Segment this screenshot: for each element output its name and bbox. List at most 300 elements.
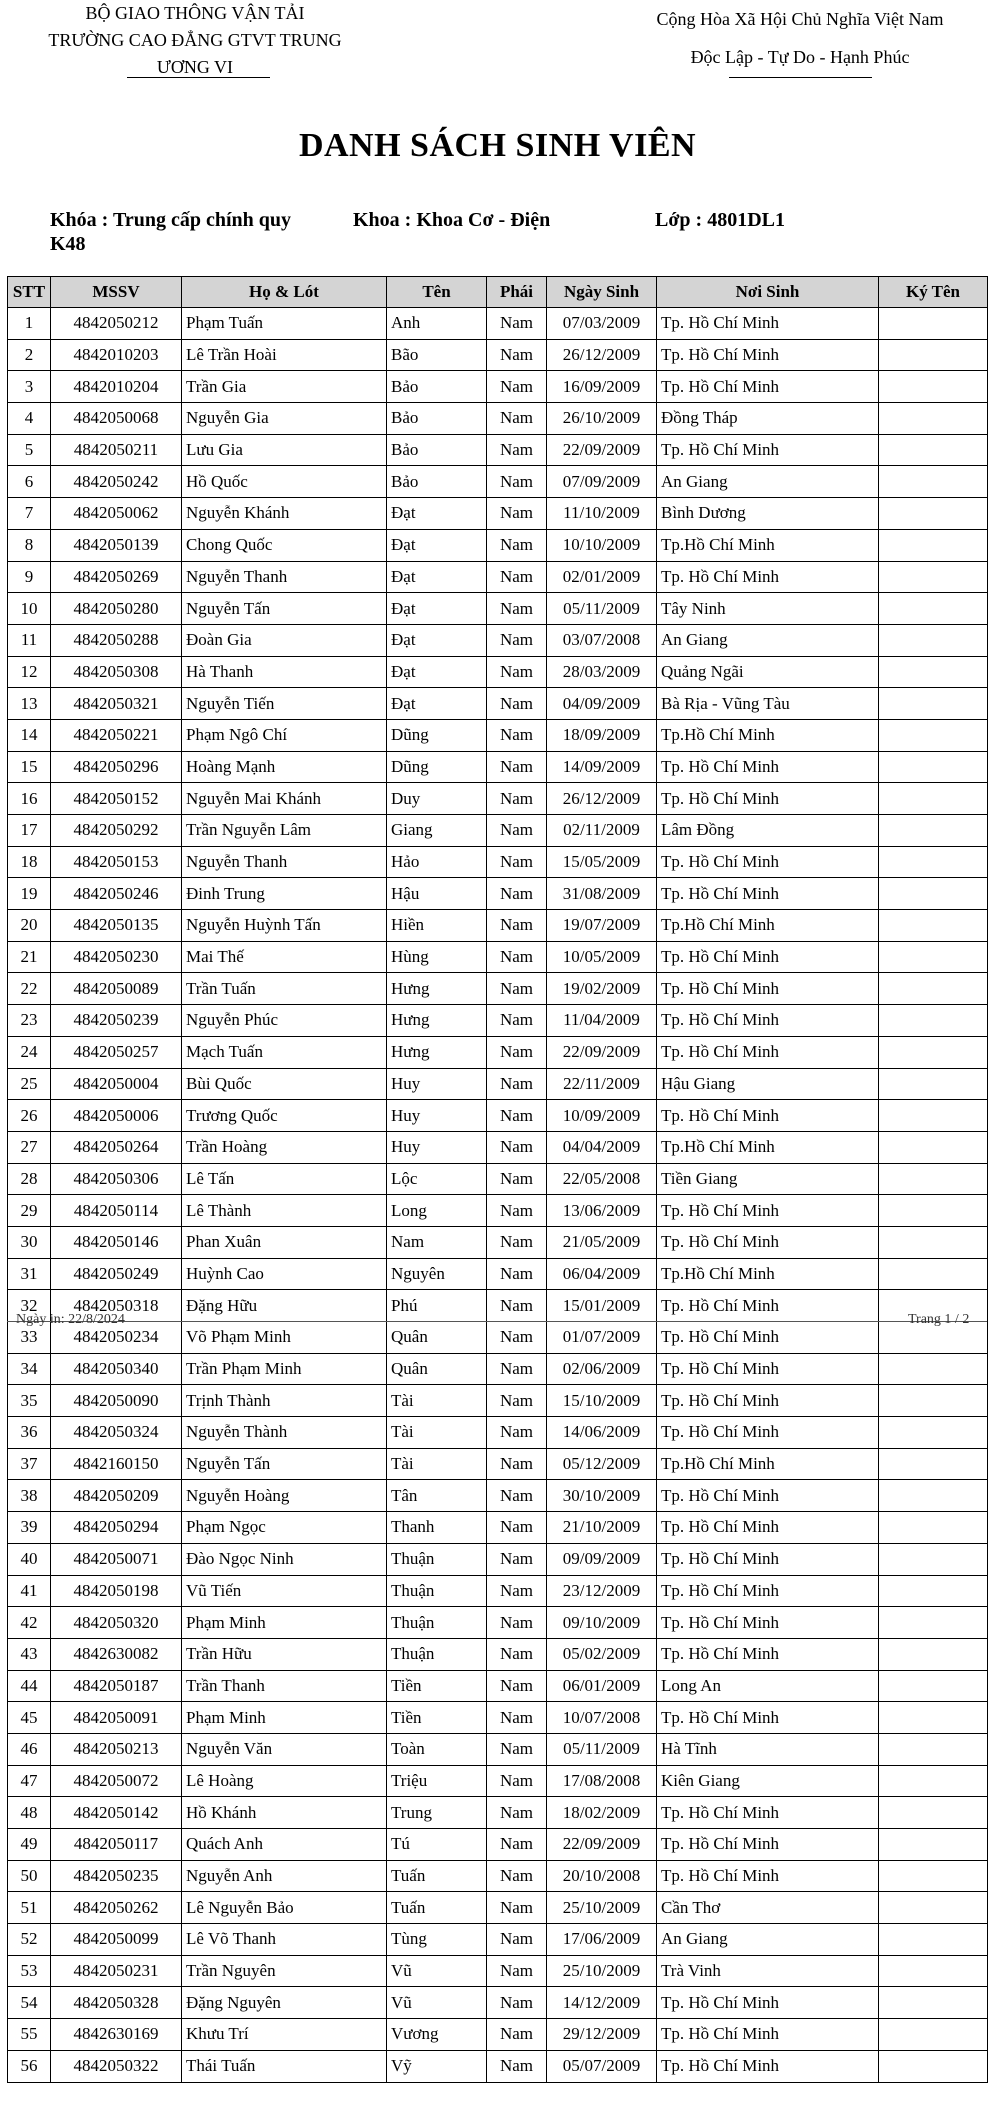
cell-ky-ten[interactable] — [879, 1543, 988, 1575]
cell-ho-lot: Trần Nguyên — [182, 1955, 387, 1987]
table-row — [8, 529, 988, 561]
cell-phai: Nam — [487, 1290, 547, 1322]
cell-ten: Đạt — [387, 593, 487, 625]
cell-ngay-sinh: 10/10/2009 — [547, 529, 657, 561]
cell-ngay-sinh: 18/09/2009 — [547, 719, 657, 751]
cell-noi-sinh: Long An — [657, 1670, 879, 1702]
cell-ngay-sinh: 11/10/2009 — [547, 498, 657, 530]
cell-ky-ten[interactable] — [879, 1797, 988, 1829]
cell-mssv: 4842050221 — [51, 719, 182, 751]
cell-ky-ten[interactable] — [879, 846, 988, 878]
table-row — [8, 1385, 988, 1417]
cell-noi-sinh: Tp. Hồ Chí Minh — [657, 2019, 879, 2051]
cell-mssv: 4842630169 — [51, 2019, 182, 2051]
table-row — [8, 1924, 988, 1956]
cell-ky-ten[interactable] — [879, 719, 988, 751]
cell-ten: Long — [387, 1195, 487, 1227]
table-row — [8, 2019, 988, 2051]
table-row — [8, 1512, 988, 1544]
cell-phai: Nam — [487, 1987, 547, 2019]
cell-stt: 4 — [8, 403, 51, 435]
cell-ho-lot: Nguyễn Thanh — [182, 846, 387, 878]
cell-mssv: 4842050231 — [51, 1955, 182, 1987]
cell-noi-sinh: Tp. Hồ Chí Minh — [657, 1036, 879, 1068]
cell-phai: Nam — [487, 1924, 547, 1956]
cell-ngay-sinh: 05/07/2009 — [547, 2050, 657, 2082]
cell-phai: Nam — [487, 2019, 547, 2051]
table-row — [8, 434, 988, 466]
cell-ngay-sinh: 19/07/2009 — [547, 910, 657, 942]
table-row — [8, 1005, 988, 1037]
cell-ten: Tài — [387, 1448, 487, 1480]
cell-ho-lot: Đoàn Gia — [182, 624, 387, 656]
cell-stt: 37 — [8, 1448, 51, 1480]
cell-stt: 12 — [8, 656, 51, 688]
cell-ten: Bão — [387, 339, 487, 371]
cell-mssv: 4842050062 — [51, 498, 182, 530]
cell-phai: Nam — [487, 308, 547, 340]
cell-ten: Đạt — [387, 688, 487, 720]
table-row — [8, 1100, 988, 1132]
cell-mssv: 4842050264 — [51, 1131, 182, 1163]
cell-ho-lot: Vũ Tiến — [182, 1575, 387, 1607]
column-header-stt: STT — [8, 277, 51, 308]
cell-ngay-sinh: 02/06/2009 — [547, 1353, 657, 1385]
cell-stt: 56 — [8, 2050, 51, 2082]
cell-ky-ten[interactable] — [879, 403, 988, 435]
table-row — [8, 498, 988, 530]
header-right-underline — [729, 77, 872, 78]
cell-phai: Nam — [487, 403, 547, 435]
cell-noi-sinh: Tp. Hồ Chí Minh — [657, 1607, 879, 1639]
cell-phai: Nam — [487, 593, 547, 625]
cell-ten: Duy — [387, 783, 487, 815]
cell-mssv: 4842050198 — [51, 1575, 182, 1607]
table-row — [8, 1765, 988, 1797]
cell-ten: Đạt — [387, 561, 487, 593]
cell-ngay-sinh: 31/08/2009 — [547, 878, 657, 910]
table-row — [8, 1670, 988, 1702]
cell-stt: 42 — [8, 1607, 51, 1639]
cell-ten: Dũng — [387, 719, 487, 751]
cell-ky-ten[interactable] — [879, 624, 988, 656]
cell-ho-lot: Mai Thế — [182, 941, 387, 973]
cell-stt: 9 — [8, 561, 51, 593]
table-row — [8, 1543, 988, 1575]
table-row — [8, 783, 988, 815]
cell-ngay-sinh: 07/03/2009 — [547, 308, 657, 340]
cell-noi-sinh: Tp. Hồ Chí Minh — [657, 846, 879, 878]
cell-stt: 36 — [8, 1417, 51, 1449]
cell-stt: 44 — [8, 1670, 51, 1702]
cell-ten: Bảo — [387, 371, 487, 403]
table-row — [8, 1955, 988, 1987]
cell-stt: 20 — [8, 910, 51, 942]
cell-noi-sinh: Trà Vinh — [657, 1955, 879, 1987]
cell-mssv: 4842050142 — [51, 1797, 182, 1829]
cell-mssv: 4842050340 — [51, 1353, 182, 1385]
cell-phai: Nam — [487, 1480, 547, 1512]
cell-ngay-sinh: 20/10/2008 — [547, 1860, 657, 1892]
cell-ngay-sinh: 09/09/2009 — [547, 1543, 657, 1575]
cell-noi-sinh: Tây Ninh — [657, 593, 879, 625]
cell-ky-ten[interactable] — [879, 1638, 988, 1670]
cell-noi-sinh: Hà Tĩnh — [657, 1733, 879, 1765]
cell-noi-sinh: Tp. Hồ Chí Minh — [657, 434, 879, 466]
cell-ten: Tiền — [387, 1670, 487, 1702]
cell-ngay-sinh: 26/10/2009 — [547, 403, 657, 435]
cell-ho-lot: Bùi Quốc — [182, 1068, 387, 1100]
cell-stt: 41 — [8, 1575, 51, 1607]
cell-ky-ten[interactable] — [879, 1068, 988, 1100]
table-row — [8, 1987, 988, 2019]
cell-phai: Nam — [487, 1385, 547, 1417]
cell-ngay-sinh: 05/02/2009 — [547, 1638, 657, 1670]
cell-ky-ten[interactable] — [879, 1258, 988, 1290]
cell-ngay-sinh: 01/07/2009 — [547, 1322, 657, 1354]
cell-phai: Nam — [487, 656, 547, 688]
column-header-ngay-sinh: Ngày Sinh — [547, 277, 657, 308]
cell-phai: Nam — [487, 783, 547, 815]
cell-phai: Nam — [487, 339, 547, 371]
table-row — [8, 1258, 988, 1290]
cell-ky-ten[interactable] — [879, 1512, 988, 1544]
cell-ten: Hùng — [387, 941, 487, 973]
table-row — [8, 1290, 988, 1322]
cell-ho-lot: Hoàng Mạnh — [182, 751, 387, 783]
cell-ngay-sinh: 29/12/2009 — [547, 2019, 657, 2051]
cell-noi-sinh: Tp. Hồ Chí Minh — [657, 1322, 879, 1354]
cell-ky-ten[interactable] — [879, 1163, 988, 1195]
cell-mssv: 4842050322 — [51, 2050, 182, 2082]
cell-noi-sinh: Tp. Hồ Chí Minh — [657, 1290, 879, 1322]
cell-stt: 18 — [8, 846, 51, 878]
cell-ngay-sinh: 05/11/2009 — [547, 593, 657, 625]
cell-stt: 13 — [8, 688, 51, 720]
cell-ky-ten[interactable] — [879, 751, 988, 783]
cell-noi-sinh: Tp. Hồ Chí Minh — [657, 308, 879, 340]
cell-ho-lot: Phạm Ngô Chí — [182, 719, 387, 751]
table-row — [8, 1226, 988, 1258]
cell-ky-ten[interactable] — [879, 593, 988, 625]
cell-ho-lot: Nguyễn Phúc — [182, 1005, 387, 1037]
cell-ten: Thanh — [387, 1512, 487, 1544]
cell-mssv: 4842050091 — [51, 1702, 182, 1734]
cell-mssv: 4842050234 — [51, 1322, 182, 1354]
cell-phai: Nam — [487, 1448, 547, 1480]
cell-mssv: 4842160150 — [51, 1448, 182, 1480]
cell-ten: Hậu — [387, 878, 487, 910]
cell-ngay-sinh: 10/09/2009 — [547, 1100, 657, 1132]
cell-noi-sinh: Tp. Hồ Chí Minh — [657, 1575, 879, 1607]
cell-noi-sinh: Bình Dương — [657, 498, 879, 530]
cell-noi-sinh: Lâm Đồng — [657, 815, 879, 847]
cell-ho-lot: Đinh Trung — [182, 878, 387, 910]
cell-ho-lot: Hồ Quốc — [182, 466, 387, 498]
cell-ngay-sinh: 06/01/2009 — [547, 1670, 657, 1702]
cell-ky-ten[interactable] — [879, 815, 988, 847]
cell-ho-lot: Nguyễn Tiến — [182, 688, 387, 720]
cell-noi-sinh: An Giang — [657, 624, 879, 656]
table-row — [8, 561, 988, 593]
cell-ky-ten[interactable] — [879, 973, 988, 1005]
cell-ho-lot: Nguyễn Tấn — [182, 593, 387, 625]
cell-ho-lot: Lê Thành — [182, 1195, 387, 1227]
cell-stt: 43 — [8, 1638, 51, 1670]
cell-ky-ten[interactable] — [879, 466, 988, 498]
cell-ten: Hưng — [387, 1005, 487, 1037]
cell-mssv: 4842050071 — [51, 1543, 182, 1575]
cell-noi-sinh: Tp.Hồ Chí Minh — [657, 910, 879, 942]
cell-ky-ten[interactable] — [879, 910, 988, 942]
cell-stt: 53 — [8, 1955, 51, 1987]
cell-stt: 55 — [8, 2019, 51, 2051]
cell-ho-lot: Trần Tuấn — [182, 973, 387, 1005]
cell-stt: 15 — [8, 751, 51, 783]
cell-noi-sinh: Tp. Hồ Chí Minh — [657, 783, 879, 815]
document-title: DANH SÁCH SINH VIÊN — [298, 127, 697, 164]
cell-ky-ten[interactable] — [879, 1733, 988, 1765]
cell-ngay-sinh: 14/12/2009 — [547, 1987, 657, 2019]
cell-noi-sinh: Tp.Hồ Chí Minh — [657, 1448, 879, 1480]
cell-mssv: 4842050004 — [51, 1068, 182, 1100]
cell-ho-lot: Phan Xuân — [182, 1226, 387, 1258]
cell-ten: Hưng — [387, 1036, 487, 1068]
cell-ten: Bảo — [387, 434, 487, 466]
cell-ho-lot: Lê Võ Thanh — [182, 1924, 387, 1956]
cell-ky-ten[interactable] — [879, 1480, 988, 1512]
cell-ngay-sinh: 06/04/2009 — [547, 1258, 657, 1290]
cell-ky-ten[interactable] — [879, 1100, 988, 1132]
cell-mssv: 4842050257 — [51, 1036, 182, 1068]
cell-ky-ten[interactable] — [879, 1575, 988, 1607]
cell-ky-ten[interactable] — [879, 498, 988, 530]
cell-ten: Giang — [387, 815, 487, 847]
cell-ky-ten[interactable] — [879, 656, 988, 688]
cell-ky-ten[interactable] — [879, 1670, 988, 1702]
cell-ngay-sinh: 26/12/2009 — [547, 339, 657, 371]
table-row — [8, 656, 988, 688]
cell-ky-ten[interactable] — [879, 1987, 988, 2019]
table-row — [8, 1068, 988, 1100]
cell-ky-ten[interactable] — [879, 529, 988, 561]
cell-ky-ten[interactable] — [879, 1131, 988, 1163]
cell-ky-ten[interactable] — [879, 2050, 988, 2082]
cell-ten: Đạt — [387, 656, 487, 688]
cell-noi-sinh: Tp. Hồ Chí Minh — [657, 1005, 879, 1037]
cell-stt: 11 — [8, 624, 51, 656]
cell-mssv: 4842050006 — [51, 1100, 182, 1132]
table-row — [8, 846, 988, 878]
cell-stt: 38 — [8, 1480, 51, 1512]
cell-ky-ten[interactable] — [879, 941, 988, 973]
page-number: Trang 1 / 2 — [908, 1312, 970, 1327]
cell-ky-ten[interactable] — [879, 1765, 988, 1797]
cell-phai: Nam — [487, 498, 547, 530]
table-row — [8, 973, 988, 1005]
cell-phai: Nam — [487, 1131, 547, 1163]
cell-ky-ten[interactable] — [879, 1036, 988, 1068]
cell-ngay-sinh: 30/10/2009 — [547, 1480, 657, 1512]
cell-ten: Thuận — [387, 1638, 487, 1670]
cell-phai: Nam — [487, 1670, 547, 1702]
cell-mssv: 4842050242 — [51, 466, 182, 498]
cell-ten: Hiền — [387, 910, 487, 942]
cell-noi-sinh: Kiên Giang — [657, 1765, 879, 1797]
cell-noi-sinh: Tp. Hồ Chí Minh — [657, 1702, 879, 1734]
cell-mssv: 4842050288 — [51, 624, 182, 656]
cell-ngay-sinh: 21/10/2009 — [547, 1512, 657, 1544]
cell-ten: Vương — [387, 2019, 487, 2051]
cell-ngay-sinh: 28/03/2009 — [547, 656, 657, 688]
table-row — [8, 624, 988, 656]
cell-ho-lot: Huỳnh Cao — [182, 1258, 387, 1290]
cell-ten: Vũ — [387, 1987, 487, 2019]
cell-mssv: 4842050072 — [51, 1765, 182, 1797]
cell-ky-ten[interactable] — [879, 783, 988, 815]
cell-ten: Thuận — [387, 1607, 487, 1639]
cell-phai: Nam — [487, 1543, 547, 1575]
cell-ten: Quân — [387, 1353, 487, 1385]
cell-ky-ten[interactable] — [879, 308, 988, 340]
cell-phai: Nam — [487, 434, 547, 466]
cell-ho-lot: Trương Quốc — [182, 1100, 387, 1132]
cell-ho-lot: Lê Hoàng — [182, 1765, 387, 1797]
cell-ngay-sinh: 19/02/2009 — [547, 973, 657, 1005]
cell-noi-sinh: Tp. Hồ Chí Minh — [657, 339, 879, 371]
cell-mssv: 4842050262 — [51, 1892, 182, 1924]
cell-mssv: 4842050269 — [51, 561, 182, 593]
cell-noi-sinh: Tp. Hồ Chí Minh — [657, 1385, 879, 1417]
cell-ky-ten[interactable] — [879, 371, 988, 403]
table-row — [8, 688, 988, 720]
cell-stt: 1 — [8, 308, 51, 340]
cell-noi-sinh: Tp. Hồ Chí Minh — [657, 1860, 879, 1892]
cell-noi-sinh: Tp. Hồ Chí Minh — [657, 1226, 879, 1258]
cell-ky-ten[interactable] — [879, 561, 988, 593]
cell-ten: Dũng — [387, 751, 487, 783]
cell-ky-ten[interactable] — [879, 1195, 988, 1227]
cell-noi-sinh: Tp. Hồ Chí Minh — [657, 1512, 879, 1544]
cell-phai: Nam — [487, 910, 547, 942]
column-header-noi-sinh: Nơi Sinh — [657, 277, 879, 308]
cell-ky-ten[interactable] — [879, 1924, 988, 1956]
cell-noi-sinh: Tp. Hồ Chí Minh — [657, 1480, 879, 1512]
cell-phai: Nam — [487, 719, 547, 751]
cell-mssv: 4842010204 — [51, 371, 182, 403]
cell-ngay-sinh: 17/08/2008 — [547, 1765, 657, 1797]
cell-ngay-sinh: 16/09/2009 — [547, 371, 657, 403]
cell-ky-ten[interactable] — [879, 1702, 988, 1734]
cell-ten: Tuấn — [387, 1892, 487, 1924]
cell-phai: Nam — [487, 941, 547, 973]
cell-mssv: 4842050249 — [51, 1258, 182, 1290]
cell-ngay-sinh: 15/01/2009 — [547, 1290, 657, 1322]
cell-ky-ten[interactable] — [879, 688, 988, 720]
cell-ky-ten[interactable] — [879, 1955, 988, 1987]
cell-ky-ten[interactable] — [879, 1829, 988, 1861]
cell-ho-lot: Phạm Tuấn — [182, 308, 387, 340]
cell-phai: Nam — [487, 846, 547, 878]
cell-phai: Nam — [487, 1005, 547, 1037]
cell-stt: 32 — [8, 1290, 51, 1322]
cell-ho-lot: Trịnh Thành — [182, 1385, 387, 1417]
column-header-ho-lot: Họ & Lót — [182, 277, 387, 308]
cell-ho-lot: Nguyễn Thanh — [182, 561, 387, 593]
cell-ten: Phú — [387, 1290, 487, 1322]
cell-ky-ten[interactable] — [879, 1005, 988, 1037]
cell-ten: Bảo — [387, 403, 487, 435]
cell-ho-lot: Hà Thanh — [182, 656, 387, 688]
cell-ky-ten[interactable] — [879, 1226, 988, 1258]
table-row — [8, 308, 988, 340]
cell-ngay-sinh: 03/07/2008 — [547, 624, 657, 656]
cell-phai: Nam — [487, 2050, 547, 2082]
cell-ngay-sinh: 05/11/2009 — [547, 1733, 657, 1765]
cell-stt: 2 — [8, 339, 51, 371]
table-row — [8, 1163, 988, 1195]
cell-phai: Nam — [487, 1068, 547, 1100]
cell-noi-sinh: Tp. Hồ Chí Minh — [657, 1987, 879, 2019]
country-name: Cộng Hòa Xã Hội Chủ Nghĩa Việt Nam — [656, 9, 944, 29]
table-row — [8, 1607, 988, 1639]
cell-ten: Vũ — [387, 1955, 487, 1987]
cell-ho-lot: Lê Tấn — [182, 1163, 387, 1195]
cell-stt: 48 — [8, 1797, 51, 1829]
cell-ten: Hưng — [387, 973, 487, 1005]
cell-ho-lot: Nguyễn Khánh — [182, 498, 387, 530]
cell-ho-lot: Nguyễn Hoàng — [182, 1480, 387, 1512]
ministry-name: BỘ GIAO THÔNG VẬN TẢI — [85, 3, 305, 23]
cell-ngay-sinh: 18/02/2009 — [547, 1797, 657, 1829]
cell-ky-ten[interactable] — [879, 1448, 988, 1480]
school-name-line1: TRƯỜNG CAO ĐẲNG GTVT TRUNG — [48, 30, 342, 50]
cell-ky-ten[interactable] — [879, 1892, 988, 1924]
cell-ho-lot: Lưu Gia — [182, 434, 387, 466]
cell-ho-lot: Nguyễn Mai Khánh — [182, 783, 387, 815]
cell-ky-ten[interactable] — [879, 1860, 988, 1892]
cell-ky-ten[interactable] — [879, 878, 988, 910]
cell-ky-ten[interactable] — [879, 339, 988, 371]
cell-mssv: 4842050153 — [51, 846, 182, 878]
cell-ky-ten[interactable] — [879, 1607, 988, 1639]
cell-stt: 14 — [8, 719, 51, 751]
cell-mssv: 4842050306 — [51, 1163, 182, 1195]
cell-stt: 49 — [8, 1829, 51, 1861]
cell-mssv: 4842050212 — [51, 308, 182, 340]
cell-ky-ten[interactable] — [879, 1385, 988, 1417]
cell-stt: 8 — [8, 529, 51, 561]
cell-mssv: 4842050211 — [51, 434, 182, 466]
cell-stt: 34 — [8, 1353, 51, 1385]
cell-stt: 17 — [8, 815, 51, 847]
cell-ho-lot: Trần Hữu — [182, 1638, 387, 1670]
cell-ky-ten[interactable] — [879, 434, 988, 466]
cell-ky-ten[interactable] — [879, 1417, 988, 1449]
cell-mssv: 4842050139 — [51, 529, 182, 561]
cell-ky-ten[interactable] — [879, 1353, 988, 1385]
page-break-line — [7, 1321, 987, 1322]
cell-stt: 52 — [8, 1924, 51, 1956]
info-faculty: Khoa : Khoa Cơ - Điện — [353, 209, 551, 231]
cell-ky-ten[interactable] — [879, 2019, 988, 2051]
cell-ten: Tài — [387, 1385, 487, 1417]
cell-phai: Nam — [487, 529, 547, 561]
cell-ten: Trung — [387, 1797, 487, 1829]
cell-ngay-sinh: 23/12/2009 — [547, 1575, 657, 1607]
cell-mssv: 4842630082 — [51, 1638, 182, 1670]
cell-stt: 23 — [8, 1005, 51, 1037]
